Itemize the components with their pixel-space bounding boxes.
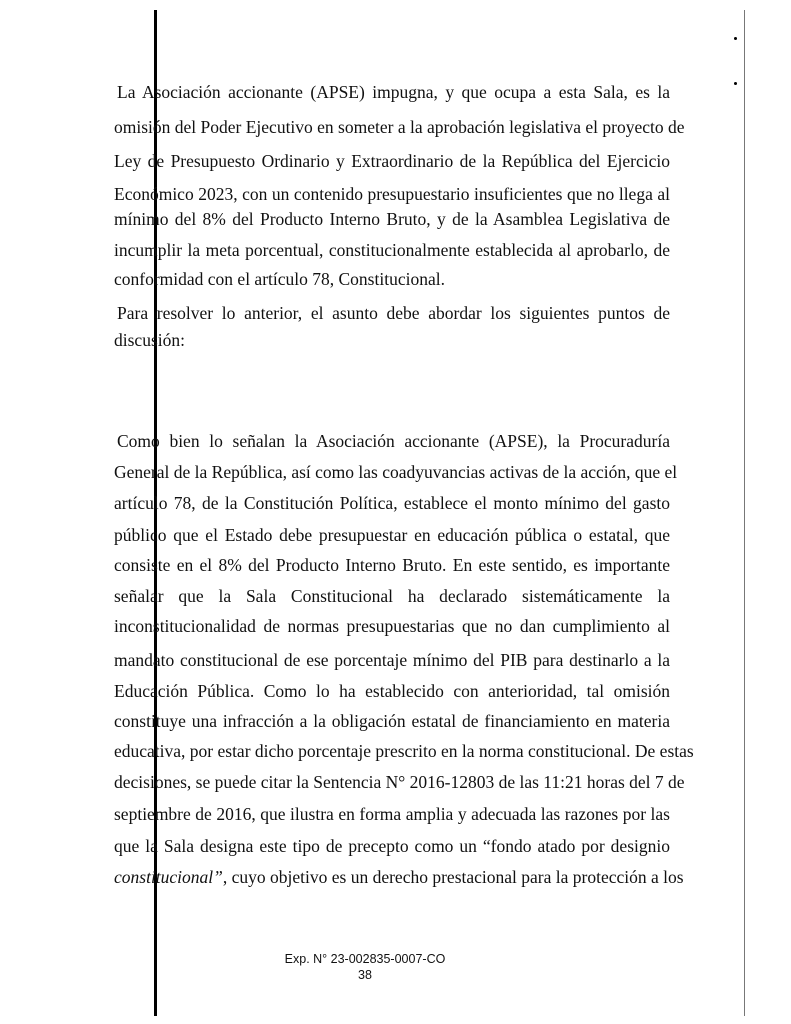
paragraph-line: inconstitucionalidad de normas presupuestarias que no dan cumplimiento al <box>114 616 670 636</box>
paragraph-line: que la Sala designa este tipo de precepto como un “fondo atado por designio <box>114 836 670 856</box>
paragraph-line: Ley de Presupuesto Ordinario y Extraordinario de la República del Ejercicio <box>114 151 670 171</box>
paragraph-line: conformidad con el artículo 78, Constitucional. <box>114 269 445 289</box>
paragraph-line: Para resolver lo anterior, el asunto debe abordar los siguientes puntos de <box>117 303 670 323</box>
italic-phrase: constitucional” <box>114 867 223 887</box>
page-number: 38 <box>358 968 372 982</box>
paragraph-line: General de la República, así como las coadyuvancias activas de la acción, que el <box>114 462 678 482</box>
paragraph-line: septiembre de 2016, que ilustra en forma amplia y adecuada las razones por las <box>114 804 670 824</box>
paragraph-line: Como bien lo señalan la Asociación accionante (APSE), la Procuraduría <box>117 431 670 451</box>
paragraph-line: Educación Pública. Como lo ha establecido con anterioridad, tal omisión <box>114 681 670 701</box>
paragraph-line: La Asociación accionante (APSE) impugna, y que ocupa a esta Sala, es la <box>117 82 670 102</box>
paragraph-line: discusión: <box>114 330 185 350</box>
paragraph-line: decisiones, se puede citar la Sentencia N° 2016-12803 de las 11:21 horas del 7 de <box>114 772 685 792</box>
scan-speck <box>734 37 737 40</box>
paragraph-line: consiste en el 8% del Producto Interno Bruto. En este sentido, es importante <box>114 555 670 575</box>
paragraph-line <box>114 863 684 891</box>
paragraph-line: Económico 2023, con un contenido presupuestario insuficientes que no llega al <box>114 184 670 204</box>
paragraph-line: incumplir la meta porcentual, constitucionalmente establecida al aprobarlo, de <box>114 240 670 260</box>
section-heading <box>117 364 670 392</box>
paragraph-line: señalar que la Sala Constitucional ha declarado sistemáticamente la <box>114 586 670 606</box>
paragraph-line: mínimo del 8% del Producto Interno Bruto, y de la Asamblea Legislativa de <box>114 209 670 229</box>
paragraph-line: constituye una infracción a la obligación estatal de financiamiento en materia <box>114 711 670 731</box>
paragraph-line: artículo 78, de la Constitución Política, establece el monto mínimo del gasto <box>114 493 670 513</box>
case-number: Exp. N° 23-002835-0007-CO <box>284 952 446 966</box>
section-heading <box>114 394 670 422</box>
paragraph-line: mandato constitucional de ese porcentaje mínimo del PIB para destinarlo a la <box>114 650 670 670</box>
paragraph-line: omisión del Poder Ejecutivo en someter a la aprobación legislativa el proyecto de <box>114 117 685 137</box>
paragraph-text: , cuyo objetivo es un derecho prestacional para la protección a los <box>222 867 684 887</box>
paragraph-line: público que el Estado debe presupuestar en educación pública o estatal, que <box>114 525 670 545</box>
paragraph-line: educativa, por estar dicho porcentaje prescrito en la norma constitucional. De estas <box>114 741 694 761</box>
margin-rule-right <box>744 10 745 1016</box>
scan-speck <box>734 82 737 85</box>
